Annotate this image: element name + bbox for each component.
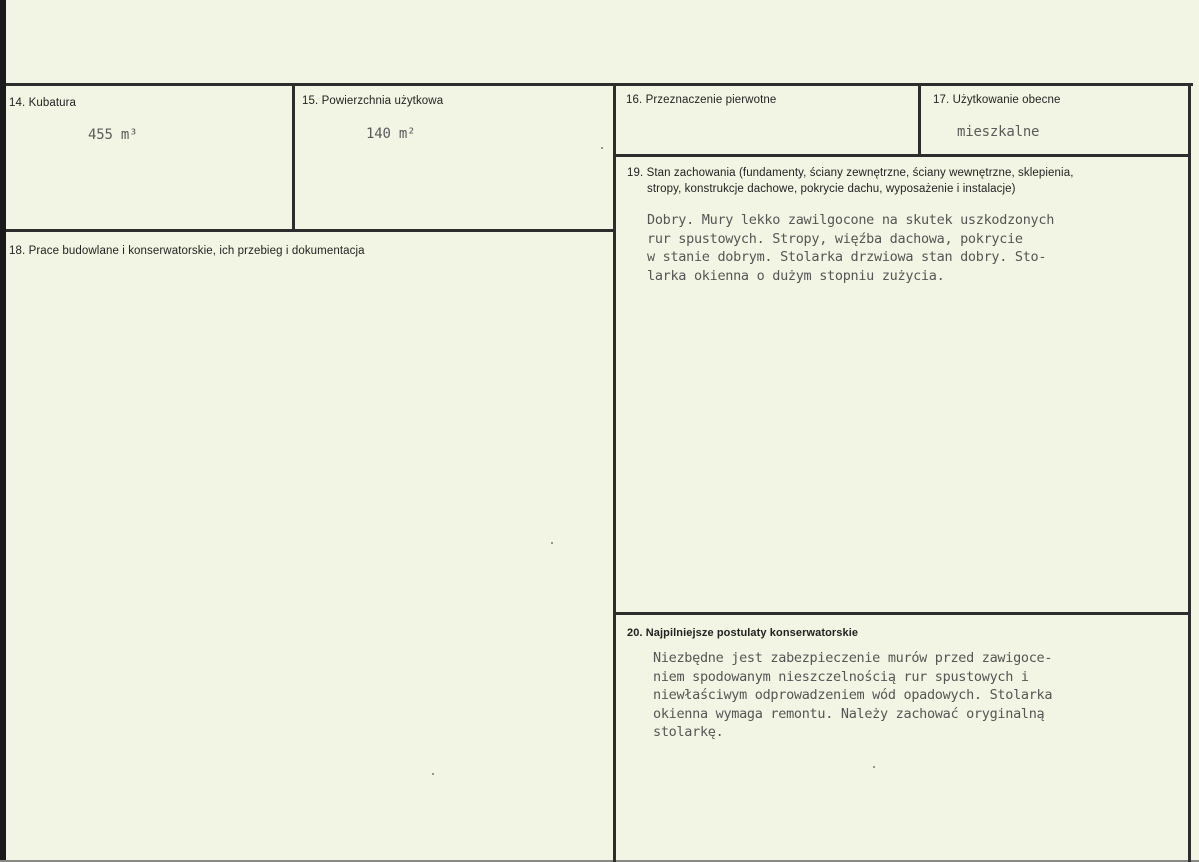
text-line: Niezbędne jest zabezpieczenie murów przed zawigoce- xyxy=(653,650,1053,666)
field-19-text xyxy=(647,211,1054,285)
divider xyxy=(6,83,1193,86)
scan-speck xyxy=(551,542,553,544)
field-20-label: 20. Najpilniejsze postulaty konserwatorskie xyxy=(627,627,859,639)
field-15-label: 15. Powierzchnia użytkowa xyxy=(302,95,444,107)
field-17-value: mieszkalne xyxy=(957,124,1040,140)
field-14-value: 455 m³ xyxy=(88,127,138,143)
text-line: niem spodowanym nieszczelnością rur spustowych i xyxy=(653,668,1029,685)
scan-speck xyxy=(873,766,875,768)
scan-speck xyxy=(432,773,434,775)
field-20-text xyxy=(653,649,1052,742)
divider xyxy=(6,229,616,232)
field-16-label: 16. Przeznaczenie pierwotne xyxy=(626,94,777,106)
field-19-label: 19. Stan zachowania (fundamenty, ściany zewnętrzne, ściany wewnętrzne, sklepienia, xyxy=(627,167,1074,179)
text-line: rur spustowych. Stropy, więźba dachowa, pokrycie xyxy=(647,230,1023,247)
field-14-label: 14. Kubatura xyxy=(9,97,77,109)
field-17-label: 17. Użytkowanie obecne xyxy=(933,94,1061,106)
text-line: niewłaściwym odprowadzeniem wód opadowych. Stolarka xyxy=(653,687,1053,703)
field-18-label: 18. Prace budowlane i konserwatorskie, ich przebieg i dokumentacja xyxy=(9,245,365,257)
divider xyxy=(918,85,921,156)
scan-edge xyxy=(0,0,6,862)
text-line: okienna wymaga remontu. Należy zachować oryginalną xyxy=(653,705,1045,722)
divider xyxy=(1188,85,1191,862)
text-line: larka okienna o dużym stopniu zużycia. xyxy=(647,267,945,284)
text-line: stolarkę. xyxy=(653,724,724,740)
divider xyxy=(614,154,1191,157)
text-line: Dobry. Mury lekko zawilgocone na skutek uszkodzonych xyxy=(647,212,1055,228)
divider xyxy=(292,85,295,231)
text-line: w stanie dobrym. Stolarka drzwiowa stan dobry. Sto- xyxy=(647,249,1047,265)
field-15-value: 140 m² xyxy=(366,126,416,142)
field-19-label-continued: stropy, konstrukcje dachowe, pokrycie dachu, wyposażenie i instalacje) xyxy=(647,183,1016,195)
divider xyxy=(613,85,616,862)
scan-speck xyxy=(601,147,603,149)
divider xyxy=(614,612,1189,615)
